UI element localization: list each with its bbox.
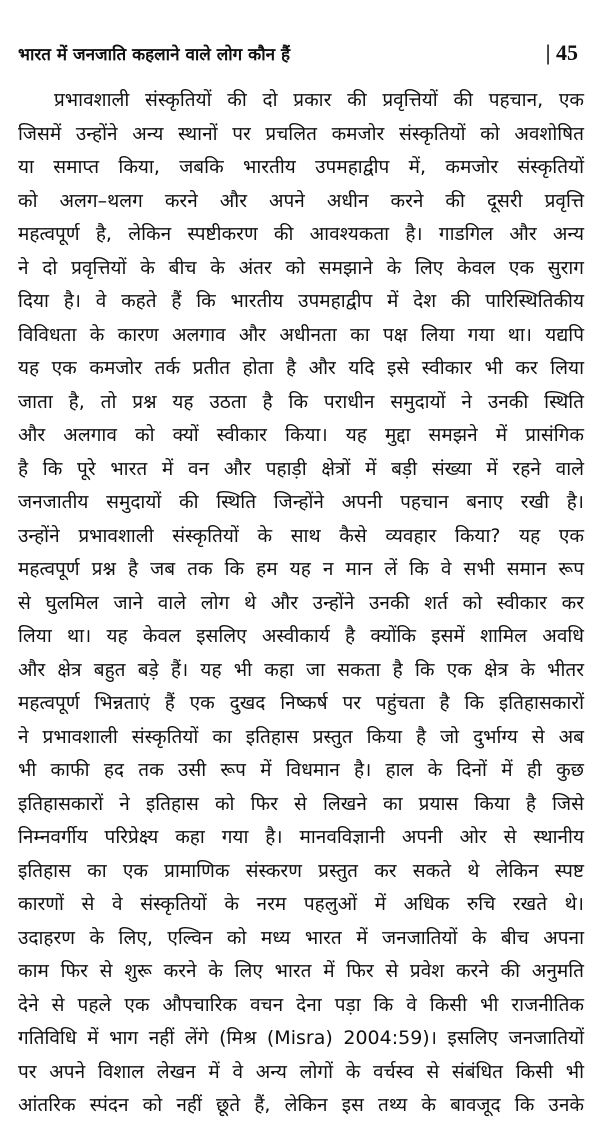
text-line: पर अपने विशाल लेखन में वे अन्य लोगों के वर्चस्व से संबंधित किसी भी (18, 1060, 584, 1083)
text-line: कारणों से वे संस्कृतियों के नरम पहलुओं में अधिक रुचि रखते थे। (18, 893, 584, 915)
text-line: जाता है, तो प्रश्न यह उठता है कि पराधीन समुदायों ने उनकी स्थिति (18, 390, 584, 413)
text-line: प्रभावशाली संस्कृतियों की दो प्रकार की प्रवृत्तियों की पहचान, एक (54, 89, 584, 111)
text-line: या समाप्त किया, जबकि भारतीय उपमहाद्वीप में, कमजोर संस्कृतियों (18, 156, 584, 178)
text-line: जिसमें उन्होंने अन्य स्थानों पर प्रचलित कमजोर संस्कृतियों को अवशोषित (18, 122, 584, 145)
text-line: उन्होंने प्रभावशाली संस्कृतियों के साथ कैसे व्यवहार किया? यह एक (18, 524, 584, 547)
text-line: लिया था। यह केवल इसलिए अस्वीकार्य है क्योंकि इसमें शामिल अवधि (18, 625, 584, 647)
text-line: महत्वपूर्ण प्रश्न है जब तक कि हम यह न मान लें कि वे सभी समान रूप (18, 558, 584, 580)
text-line: ने प्रभावशाली संस्कृतियों का इतिहास प्रस्तुत किया है जो दुर्भाग्य से अब (18, 725, 584, 748)
text-line: से घुलमिल जाने वाले लोग थे और उन्होंने उनकी शर्त को स्वीकार कर (18, 591, 584, 614)
text-line: इतिहासकारों ने इतिहास को फिर से लिखने का प्रयास किया है जिसे (18, 792, 584, 815)
page-number: | 45 (545, 40, 578, 65)
text-line: और अलगाव को क्यों स्वीकार किया। यह मुद्दा समझने में प्रासंगिक (18, 424, 584, 446)
text-line: भी काफी हद तक उसी रूप में विधमान है। हाल के दिनों में ही कुछ (18, 759, 584, 781)
chapter-title: भारत में जनजाति कहलाने वाले लोग कौन हैं (18, 44, 290, 65)
text-line: दिया है। वे कहते हैं कि भारतीय उपमहाद्वीप में देश की पारिस्थितिकीय (18, 290, 584, 312)
running-header (18, 38, 578, 68)
text-line: को अलग–थलग करने और अपने अधीन करने की दूसरी प्रवृत्ति (18, 189, 584, 212)
text-line: महत्वपूर्ण है, लेकिन स्पष्टीकरण की आवश्यकता है। गाडगिल और अन्य (18, 223, 584, 245)
text-line: यह एक कमजोर तर्क प्रतीत होता है और यदि इसे स्वीकार भी कर लिया (18, 357, 584, 379)
text-line: महत्वपूर्ण भिन्नताएं हैं एक दुखद निष्कर्ष पर पहुंचता है कि इतिहासकारों (18, 692, 584, 714)
body-paragraph (18, 84, 584, 1123)
text-line: है कि पूरे भारत में वन और पहाड़ी क्षेत्रों में बड़ी संख्या में रहने वाले (18, 457, 584, 480)
text-line: जनजातीय समुदायों की स्थिति जिन्होंने अपनी पहचान बनाए रखी है। (18, 491, 584, 513)
text-line: इतिहास का एक प्रामाणिक संस्करण प्रस्तुत कर सकते थे लेकिन स्पष्ट (18, 859, 584, 882)
text-line: ने दो प्रवृत्तियों के बीच के अंतर को समझाने के लिए केवल एक सुराग (18, 256, 584, 279)
text-line: और क्षेत्र बहुत बड़े हैं। यह भी कहा जा सकता है कि एक क्षेत्र के भीतर (18, 658, 584, 681)
text-line: उदाहरण के लिए, एल्विन को मध्य भारत में जनजातियों के बीच अपना (18, 926, 584, 949)
text-line: निम्नवर्गीय परिप्रेक्ष्य कहा गया है। मानवविज्ञानी अपनी ओर से स्थानीय (18, 826, 584, 848)
text-line: गतिविधि में भाग नहीं लेंगे (मिश्र (Misra) 2004:59)। इसलिए जनजातियों (18, 1027, 584, 1049)
text-line: काम फिर से शुरू करने के लिए भारत में फिर से प्रवेश करने की अनुमति (18, 960, 584, 982)
text-line: विविधता के कारण अलगाव और अधीनता का पक्ष लिया गया था। यद्यपि (18, 323, 584, 346)
text-line: आंतरिक स्पंदन को नहीं छूते हैं, लेकिन इस तथ्य के बावजूद कि उनके (18, 1094, 584, 1116)
text-line: देने से पहले एक औपचारिक वचन देना पड़ा कि वे किसी भी राजनीतिक (18, 993, 584, 1016)
